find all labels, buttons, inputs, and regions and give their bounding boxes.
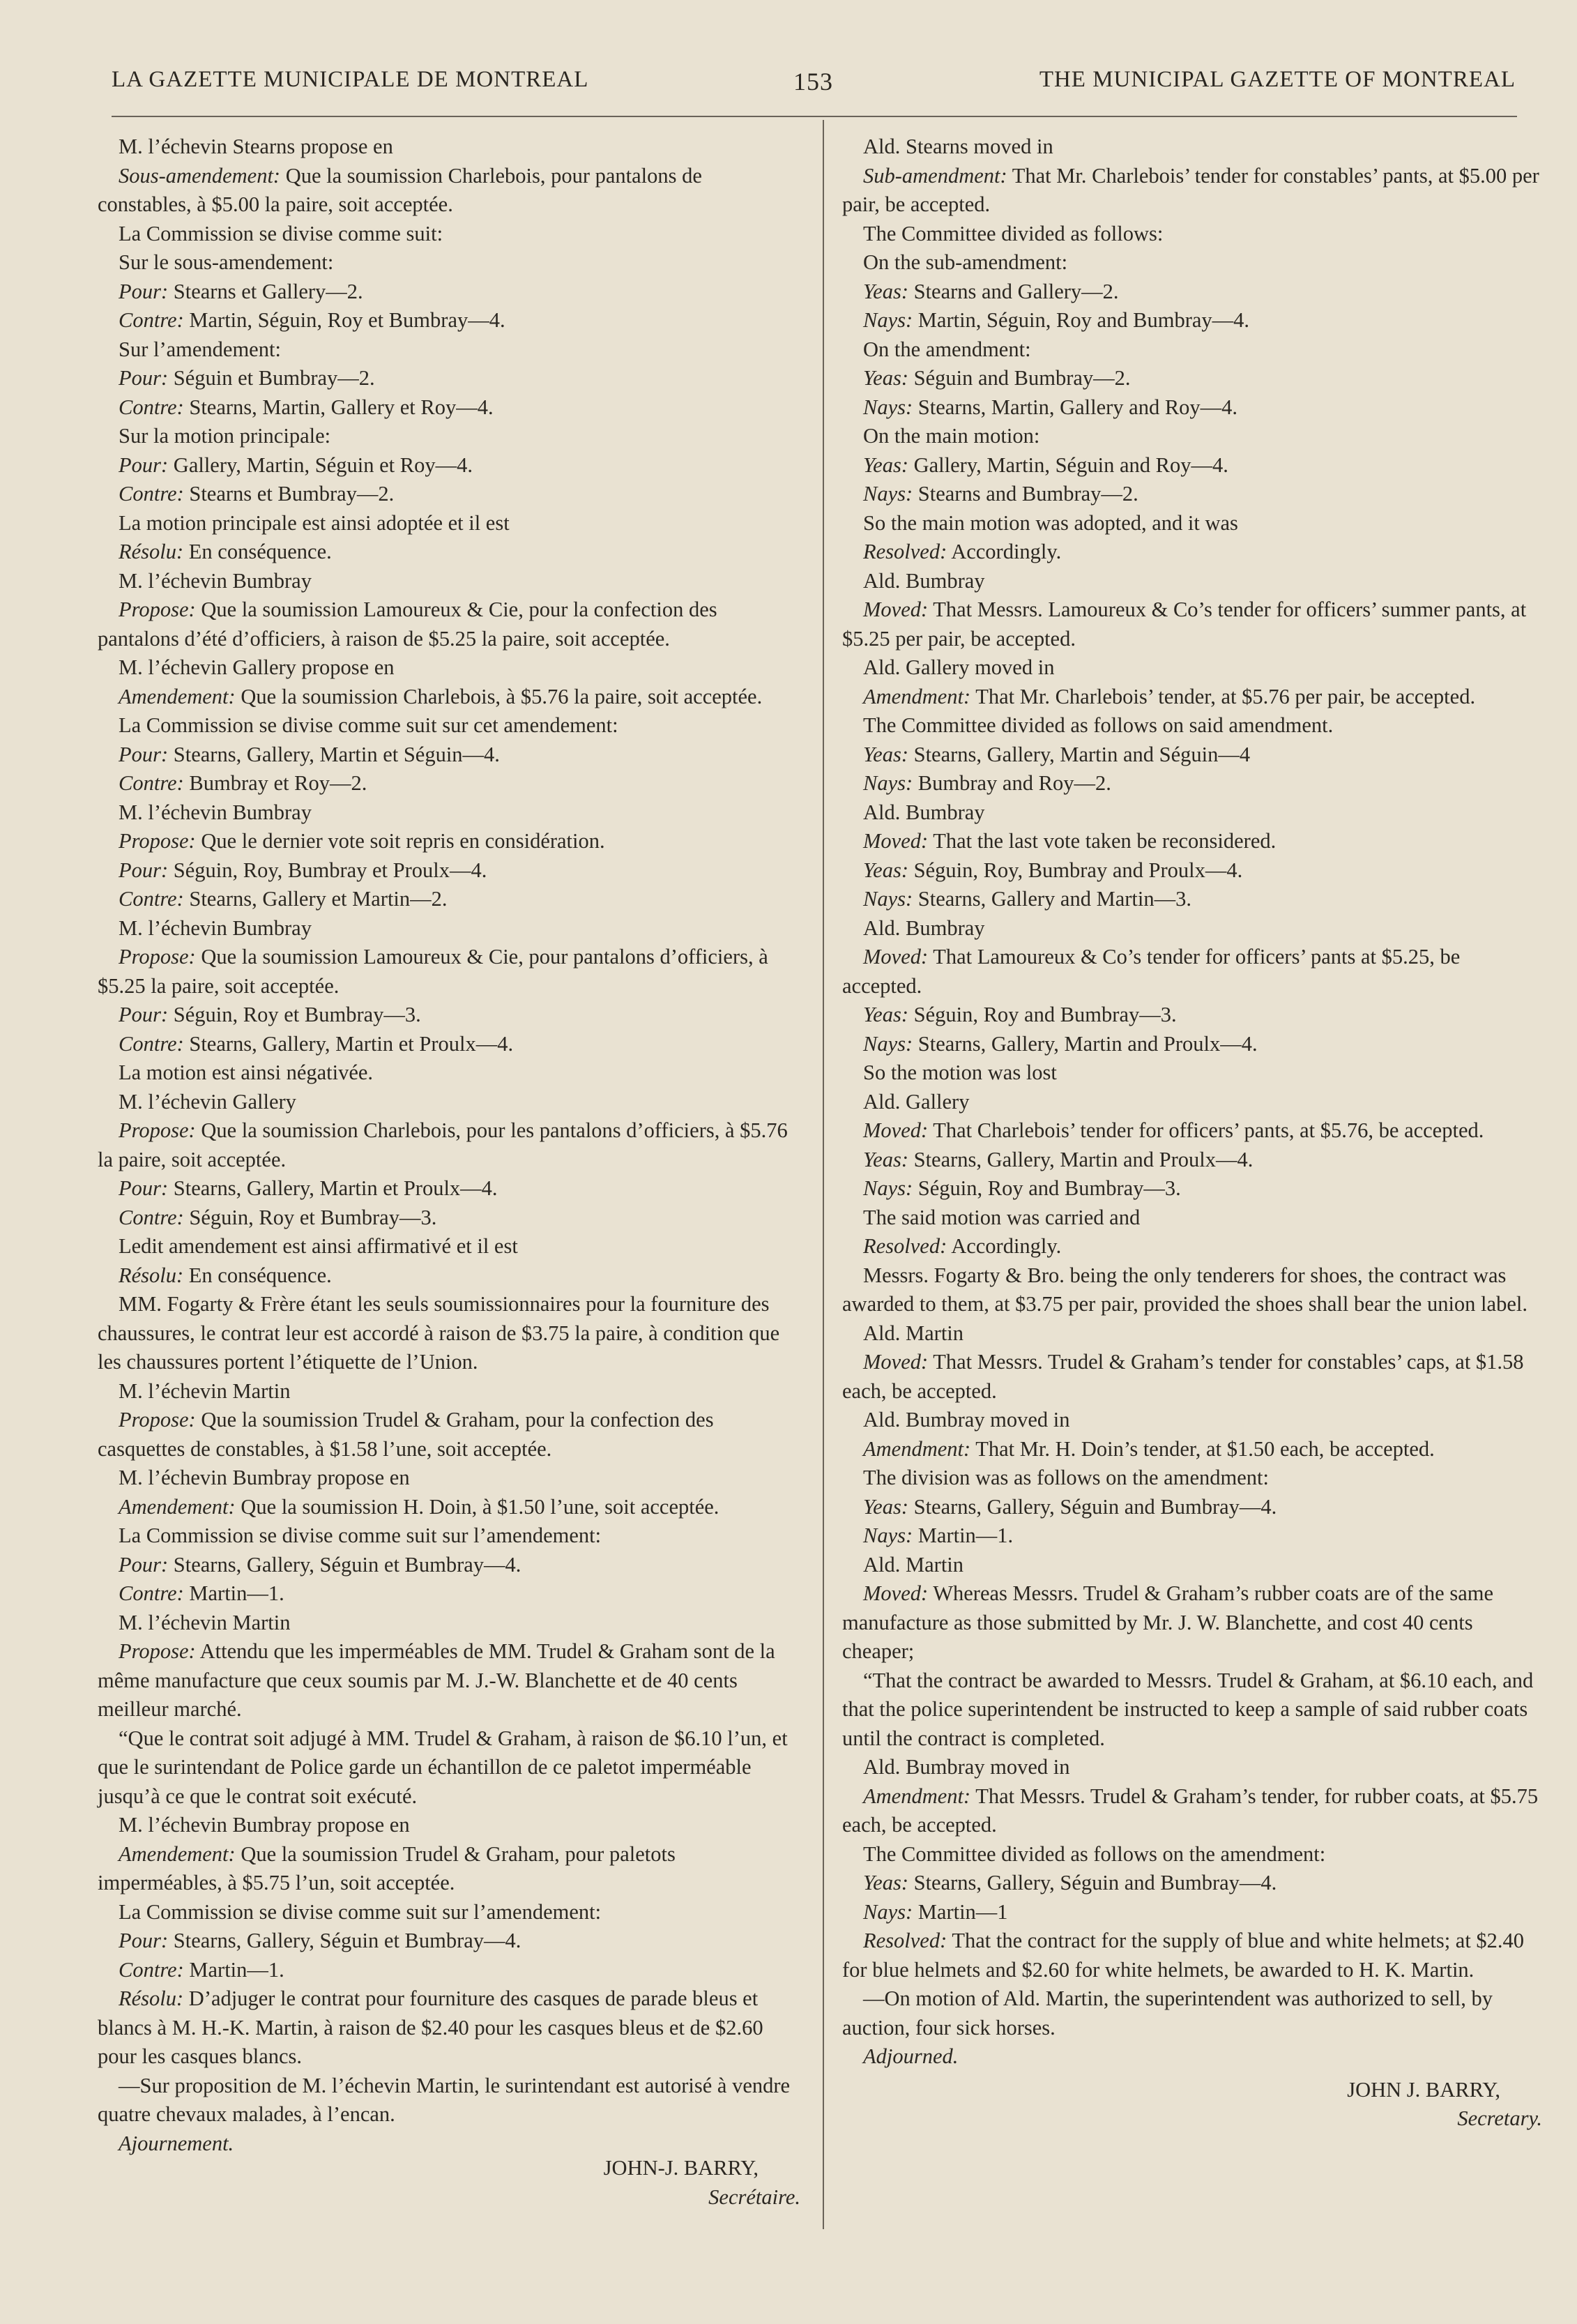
right-paragraph [842,856,1542,886]
paragraph-text: That Messrs. Lamoureux & Co’s tender for officers’ summer pants, at $5.25 per pair, be accepted. [842,598,1527,651]
left-paragraph [98,1579,800,1609]
left-paragraph [98,2072,800,2129]
paragraph-text: Stearns, Gallery, Séguin and Bumbray—4. [908,1494,1277,1519]
left-paragraph [98,798,800,828]
paragraph-text: M. l’échevin Gallery propose en [119,655,395,679]
paragraph-text: Stearns, Gallery, Séguin et Bumbray—4. [168,1552,521,1577]
paragraph-text: Martin—1. [913,1524,1014,1547]
paragraph-text: Gallery, Martin, Séguin et Roy—4. [168,453,473,477]
paragraph-text: So the main motion was adopted, and it was [863,510,1238,535]
paragraph-label: Nays: [863,887,913,911]
right-paragraph [842,1146,1542,1175]
paragraph-label: Contre: [119,482,184,506]
paragraph-text: Ald. Gallery moved in [863,655,1055,679]
right-paragraph [842,1203,1542,1233]
right-paragraph [842,1174,1542,1203]
right-paragraph [842,364,1542,393]
right-paragraph [842,335,1542,365]
left-paragraph [98,335,800,365]
paragraph-text: Accordingly. [947,540,1062,563]
paragraph-label: Moved: [863,829,929,853]
paragraph-text: Que la soumission Charlebois, à $5.76 la paire, soit acceptée. [235,684,763,708]
left-paragraph [98,885,800,914]
paragraph-text: Séguin and Bumbray—2. [908,366,1131,390]
paragraph-text: Stearns, Gallery et Martin—2. [183,887,448,911]
paragraph-label: Amendment: [863,1436,971,1461]
left-paragraph [98,1174,800,1203]
paragraph-label: Nays: [863,1899,913,1924]
paragraph-text: Ald. Bumbray [863,916,985,940]
paragraph-label: Contre: [119,1581,184,1605]
left-paragraph [98,943,800,1001]
paragraph-text: Que la soumission Lamoureux & Cie, pour pantalons d’officiers, à $5.25 la paire, soit acceptée. [98,945,768,998]
paragraph-label: Propose: [119,1639,196,1663]
right-paragraph [842,1348,1542,1406]
paragraph-label: Yeas: [863,1147,908,1171]
paragraph-label: Ajournement. [119,2131,234,2155]
paragraph-text: Ald. Gallery [863,1089,970,1114]
paragraph-label: Contre: [119,395,184,419]
paragraph-text: Stearns, Gallery, Martin et Proulx—4. [168,1176,498,1200]
right-paragraph [842,509,1542,538]
paragraph-text: Que la soumission Trudel & Graham, pour paletots imperméables, à $5.75 l’un, soit acceptée. [98,1841,676,1894]
paragraph-label: Propose: [119,829,196,853]
left-paragraph [98,1811,800,1840]
right-paragraph [842,1406,1542,1435]
paragraph-text: —Sur proposition de M. l’échevin Martin, le surintendant est autorisé à vendre quatre chevaux malades, à l’encan. [98,2073,791,2126]
right-paragraph [842,1753,1542,1782]
paragraph-text: La Commission se divise comme suit sur cet amendement: [119,713,618,737]
paragraph-text: Martin, Séguin, Roy and Bumbray—4. [913,308,1250,332]
paragraph-text: Sur le sous-amendement: [119,250,334,274]
paragraph-text: M. l’échevin Martin [119,1610,291,1634]
paragraph-text: D’adjuger le contrat pour fourniture des casques de parade bleus et blancs à M. H.-K. Martin, à raison de $2.40 pour les casques bleus et de $2.60 pour les casques blancs. [98,1987,763,2068]
left-paragraph [98,595,800,653]
paragraph-text: La Commission se divise comme suit sur l’amendement: [119,1524,602,1547]
right-paragraph [842,1261,1542,1319]
left-paragraph [98,1290,800,1377]
right-paragraph [842,1435,1542,1464]
column-divider [823,120,824,2229]
paragraph-label: Yeas: [863,453,908,477]
paragraph-label: Nays: [863,395,913,419]
paragraph-text: Que la soumission Trudel & Graham, pour la confection des casquettes de constables, à $1.58 l’une, soit acceptée. [98,1408,714,1461]
paragraph-text: That Lamoureux & Co’s tender for officers’ pants at $5.25, be accepted. [842,945,1461,998]
paragraph-text: Martin—1 [913,1899,1008,1924]
paragraph-text: Séguin, Roy et Bumbray—3. [183,1205,437,1229]
paragraph-text: “Que le contrat soit adjugé à MM. Trudel & Graham, à raison de $6.10 l’un, et que le surintendant de Police garde un échantillon de ce paletot imperméable jusqu’à ce que le contrat soit exécuté. [98,1726,788,1808]
paragraph-label: Pour: [119,858,169,882]
paragraph-label: Pour: [119,1929,169,1952]
paragraph-text: M. l’échevin Bumbray propose en [119,1813,410,1837]
left-paragraph [98,1609,800,1638]
right-paragraph [842,1088,1542,1117]
page-number: 153 [793,68,833,96]
paragraph-text: That Mr. Charlebois’ tender for constables’ pants, at $5.00 per pair, be accepted. [842,163,1539,216]
paragraph-text: Sur l’amendement: [119,337,281,361]
paragraph-text: Ald. Stearns moved in [863,135,1053,158]
paragraph-text: Ald. Bumbray moved in [863,1755,1070,1779]
left-paragraph [98,653,800,683]
paragraph-text: Whereas Messrs. Trudel & Graham’s rubber coats are of the same manufacture as those submitted by Mr. J. W. Blanchette, and cost 40 cents cheaper; [842,1581,1493,1663]
paragraph-text: Martin—1. [183,1581,284,1605]
paragraph-text: The Committee divided as follows on the amendment: [863,1841,1326,1866]
left-paragraph [98,1001,800,1030]
paragraph-label: Adjourned. [863,2044,959,2068]
english-column [842,132,1542,2134]
paragraph-label: Nays: [863,1176,913,1200]
right-paragraph [842,306,1542,335]
left-paragraph [98,278,800,307]
right-paragraph [842,1840,1542,1869]
paragraph-text: Stearns, Gallery, Martin et Proulx—4. [183,1031,514,1056]
paragraph-text: Séguin et Bumbray—2. [168,366,375,390]
paragraph-label: Yeas: [863,742,908,766]
left-paragraph [98,1637,800,1724]
paragraph-text: Martin—1. [183,1957,284,1982]
paragraph-text: Ald. Bumbray moved in [863,1408,1070,1431]
paragraph-label: Moved: [863,1350,929,1374]
paragraph-label: Contre: [119,1957,184,1982]
paragraph-text: La Commission se divise comme suit: [119,221,443,245]
right-paragraph [842,1319,1542,1349]
paragraph-text: Stearns, Gallery, Séguin et Bumbray—4. [168,1929,521,1952]
paragraph-text: The Committee divided as follows: [863,221,1164,245]
paragraph-label: Résolu: [119,540,184,563]
paragraph-text: “That the contract be awarded to Messrs. Trudel & Graham, at $6.10 each, and that the police superintendent be instructed to keep a sample of said rubber coats until the contract is completed. [842,1668,1534,1750]
paragraph-label: Sous-amendement: [119,163,281,188]
paragraph-label: Sub-amendment: [863,163,1007,188]
left-paragraph [98,393,800,423]
right-paragraph [842,769,1542,798]
right-paragraph [842,538,1542,567]
paragraph-label: Pour: [119,279,169,303]
paragraph-label: Moved: [863,1581,929,1605]
paragraph-text: The said motion was carried and [863,1205,1141,1229]
english-signature-title: Secretary. [1457,2106,1542,2130]
right-paragraph [842,1493,1542,1522]
french-minutes [98,132,800,2158]
right-paragraph [842,278,1542,307]
left-paragraph [98,1724,800,1812]
right-paragraph [842,1579,1542,1666]
paragraph-text: —On motion of Ald. Martin, the superintendent was authorized to sell, by auction, four sick horses. [842,1987,1493,2040]
paragraph-text: La Commission se divise comme suit sur l’amendement: [119,1899,602,1924]
left-paragraph [98,509,800,538]
left-paragraph [98,1377,800,1406]
paragraph-text: M. l’échevin Stearns propose en [119,135,393,158]
paragraph-text: Stearns et Gallery—2. [168,279,363,303]
paragraph-text: Stearns, Gallery, Martin et Séguin—4. [168,742,500,766]
right-paragraph [842,2042,1542,2072]
right-paragraph [842,422,1542,451]
paragraph-text: That Messrs. Trudel & Graham’s tender for constables’ caps, at $1.58 each, be accepted. [842,1350,1524,1403]
paragraph-text: Que la soumission Lamoureux & Cie, pour la confection des pantalons d’été d’officiers, à raison de $5.25 la paire, soit acceptée. [98,598,717,651]
left-paragraph [98,567,800,596]
paragraph-label: Contre: [119,1031,184,1056]
left-paragraph [98,1203,800,1233]
french-column [98,132,800,2212]
right-paragraph [842,943,1542,1001]
paragraph-text: Sur la motion principale: [119,424,331,448]
paragraph-label: Amendment: [863,684,971,708]
paragraph-text: Séguin, Roy, Bumbray and Proulx—4. [908,858,1243,882]
paragraph-label: Pour: [119,1552,169,1577]
paragraph-text: M. l’échevin Bumbray propose en [119,1466,410,1489]
paragraph-text: La motion principale est ainsi adoptée et il est [119,510,510,535]
right-paragraph [842,914,1542,943]
right-paragraph [842,1927,1542,1984]
paragraph-label: Propose: [119,1118,196,1142]
left-paragraph [98,1984,800,2072]
left-paragraph [98,162,800,220]
left-paragraph [98,683,800,712]
left-paragraph [98,306,800,335]
paragraph-label: Yeas: [863,1871,908,1894]
paragraph-label: Yeas: [863,279,908,303]
left-paragraph [98,220,800,249]
paragraph-text: Stearns, Gallery, Séguin and Bumbray—4. [908,1871,1277,1894]
right-paragraph [842,1116,1542,1146]
paragraph-label: Resolved: [863,1234,947,1258]
paragraph-label: Amendement: [119,1494,236,1519]
paragraph-label: Résolu: [119,1263,184,1287]
right-paragraph [842,885,1542,914]
paragraph-label: Yeas: [863,366,908,390]
paragraph-text: Stearns et Bumbray—2. [183,482,395,506]
paragraph-label: Résolu: [119,1987,184,2010]
left-paragraph [98,538,800,567]
paragraph-text: Stearns and Bumbray—2. [913,482,1138,506]
paragraph-label: Nays: [863,1031,913,1056]
paragraph-text: On the amendment: [863,337,1031,361]
paragraph-label: Pour: [119,366,169,390]
right-paragraph [842,132,1542,162]
paragraph-text: Bumbray et Roy—2. [183,771,367,795]
paragraph-label: Nays: [863,482,913,506]
paragraph-text: That the contract for the supply of blue and white helmets; at $2.40 for blue helmets and $2.60 for white helmets, be awarded to H. K. Martin. [842,1929,1525,1982]
left-paragraph [98,1088,800,1117]
left-paragraph [98,364,800,393]
paragraph-text: M. l’échevin Martin [119,1379,291,1403]
paragraph-label: Contre: [119,308,184,332]
paragraph-text: Que le dernier vote soit repris en considération. [195,829,605,853]
paragraph-text: Gallery, Martin, Séguin and Roy—4. [908,453,1228,477]
left-paragraph [98,1030,800,1059]
paragraph-text: Que la soumission Charlebois, pour pantalons de constables, à $5.00 la paire, soit acceptée. [98,163,702,216]
paragraph-text: M. l’échevin Bumbray [119,568,312,593]
paragraph-label: Moved: [863,1118,929,1142]
paragraph-text: The division was as follows on the amendment: [863,1466,1269,1489]
right-paragraph [842,220,1542,249]
paragraph-label: Pour: [119,742,169,766]
paragraph-label: Resolved: [863,1929,947,1952]
paragraph-label: Contre: [119,887,184,911]
paragraph-text: That Charlebois’ tender for officers’ pants, at $5.76, be accepted. [928,1118,1484,1142]
paragraph-text: Stearns and Gallery—2. [908,279,1119,303]
paragraph-label: Contre: [119,771,184,795]
header-english-title: THE MUNICIPAL GAZETTE OF MONTREAL [1039,67,1516,92]
right-paragraph [842,393,1542,423]
left-paragraph [98,827,800,856]
left-paragraph [98,1464,800,1493]
left-paragraph [98,1521,800,1551]
paragraph-label: Moved: [863,598,929,621]
paragraph-label: Yeas: [863,1003,908,1026]
paragraph-text: Séguin, Roy, Bumbray et Proulx—4. [168,858,487,882]
left-paragraph [98,914,800,943]
paragraph-text: Stearns, Martin, Gallery et Roy—4. [183,395,494,419]
paragraph-label: Yeas: [863,1494,908,1519]
paragraph-text: La motion est ainsi négativée. [119,1061,374,1084]
paragraph-text: Que la soumission H. Doin, à $1.50 l’une, soit acceptée. [235,1494,719,1519]
left-paragraph [98,1898,800,1927]
left-paragraph [98,1058,800,1088]
paragraph-text: Ald. Bumbray [863,568,985,593]
french-signature-name: JOHN-J. BARRY, [603,2156,759,2180]
left-paragraph [98,1840,800,1898]
right-paragraph [842,683,1542,712]
right-paragraph [842,1001,1542,1030]
paragraph-text: That the last vote taken be reconsidered. [928,829,1277,853]
right-paragraph [842,741,1542,770]
paragraph-label: Contre: [119,1205,184,1229]
right-paragraph [842,1984,1542,2042]
paragraph-label: Propose: [119,945,196,969]
paragraph-text: Stearns, Martin, Gallery and Roy—4. [913,395,1238,419]
paragraph-text: Accordingly. [947,1234,1062,1258]
paragraph-text: MM. Fogarty & Frère étant les seuls soumissionnaires pour la fourniture des chaussures, le contrat leur est accordé à raison de $3.75 la paire, à condition que les chaussures portent l’étiquette de l’Union. [98,1292,780,1374]
paragraph-text: Martin, Séguin, Roy et Bumbray—4. [183,308,505,332]
left-paragraph [98,248,800,278]
right-paragraph [842,711,1542,741]
paragraph-text: Ledit amendement est ainsi affirmativé et il est [119,1234,518,1258]
paragraph-text: That Mr. H. Doin’s tender, at $1.50 each, be accepted. [970,1436,1435,1461]
paragraph-text: Séguin, Roy and Bumbray—3. [908,1003,1177,1026]
paragraph-text: Stearns, Gallery, Martin and Séguin—4 [908,742,1251,766]
paragraph-label: Amendement: [119,1841,236,1866]
right-paragraph [842,1521,1542,1551]
right-paragraph [842,1666,1542,1754]
left-paragraph [98,1232,800,1261]
paragraph-text: Séguin, Roy and Bumbray—3. [913,1176,1181,1200]
right-paragraph [842,827,1542,856]
paragraph-text: Que la soumission Charlebois, pour les pantalons d’officiers, à $5.76 la paire, soit acceptée. [98,1118,788,1171]
left-paragraph [98,1927,800,1956]
right-paragraph [842,1869,1542,1898]
paragraph-label: Pour: [119,1003,169,1026]
right-paragraph [842,1782,1542,1840]
paragraph-label: Nays: [863,1524,913,1547]
left-paragraph [98,480,800,509]
paragraph-text: Stearns, Gallery and Martin—3. [913,887,1191,911]
left-paragraph [98,1116,800,1174]
right-paragraph [842,480,1542,509]
paragraph-text: M. l’échevin Bumbray [119,916,312,940]
paragraph-text: En conséquence. [183,540,332,563]
paragraph-text: Stearns, Gallery, Martin and Proulx—4. [908,1147,1254,1171]
left-paragraph [98,1493,800,1522]
left-paragraph [98,711,800,741]
paragraph-text: Bumbray and Roy—2. [913,771,1111,795]
right-paragraph [842,1551,1542,1580]
paragraph-text: On the main motion: [863,424,1040,448]
right-paragraph [842,248,1542,278]
paragraph-label: Pour: [119,1176,169,1200]
paragraph-text: En conséquence. [183,1263,332,1287]
right-paragraph [842,451,1542,480]
paragraph-label: Resolved: [863,540,947,563]
right-paragraph [842,653,1542,683]
right-paragraph [842,1030,1542,1059]
left-paragraph [98,422,800,451]
left-paragraph [98,132,800,162]
left-paragraph [98,769,800,798]
paragraph-label: Nays: [863,308,913,332]
right-paragraph [842,798,1542,828]
paragraph-text: That Mr. Charlebois’ tender, at $5.76 per pair, be accepted. [970,684,1476,708]
english-signature-name: JOHN J. BARRY, [1347,2077,1500,2102]
paragraph-label: Yeas: [863,858,908,882]
paragraph-text: So the motion was lost [863,1061,1057,1084]
paragraph-label: Moved: [863,945,929,969]
header-rule [112,116,1517,117]
english-minutes [842,132,1542,2072]
right-paragraph [842,595,1542,653]
right-paragraph [842,1464,1542,1493]
paragraph-text: Ald. Bumbray [863,800,985,824]
paragraph-text: Séguin, Roy et Bumbray—3. [168,1003,421,1026]
right-paragraph [842,1058,1542,1088]
paragraph-text: Messrs. Fogarty & Bro. being the only tenderers for shoes, the contract was awarded to them, at $3.75 per pair, provided the shoes shall bear the union label. [842,1263,1528,1316]
paragraph-text: M. l’échevin Gallery [119,1089,296,1114]
french-signature-title: Secrétaire. [708,2185,800,2209]
left-paragraph [98,451,800,480]
paragraph-text: The Committee divided as follows on said amendment. [863,713,1334,737]
paragraph-text: Ald. Martin [863,1321,964,1345]
paragraph-label: Propose: [119,1408,196,1431]
paragraph-text: Ald. Martin [863,1552,964,1577]
paragraph-label: Amendment: [863,1784,971,1808]
paragraph-text: M. l’échevin Bumbray [119,800,312,824]
left-paragraph [98,741,800,770]
paragraph-text: Stearns, Gallery, Martin and Proulx—4. [913,1031,1258,1056]
paragraph-label: Pour: [119,453,169,477]
paragraph-label: Amendement: [119,684,236,708]
paragraph-text: That Messrs. Trudel & Graham’s tender, for rubber coats, at $5.75 each, be accepted. [842,1784,1539,1837]
left-paragraph [98,1956,800,1985]
paragraph-label: Nays: [863,771,913,795]
right-paragraph [842,1898,1542,1927]
right-paragraph [842,567,1542,596]
left-paragraph [98,1551,800,1580]
right-paragraph [842,162,1542,220]
left-paragraph [98,1261,800,1291]
header-french-title: LA GAZETTE MUNICIPALE DE MONTREAL [112,67,589,92]
left-paragraph [98,1406,800,1464]
paragraph-label: Propose: [119,598,196,621]
paragraph-text: On the sub-amendment: [863,250,1068,274]
right-paragraph [842,1232,1542,1261]
paragraph-text: Attendu que les imperméables de MM. Trudel & Graham sont de la même manufacture que ceux soumis par M. J.-W. Blanchette et de 40 cents meilleur marché. [98,1639,775,1721]
left-paragraph [98,856,800,886]
